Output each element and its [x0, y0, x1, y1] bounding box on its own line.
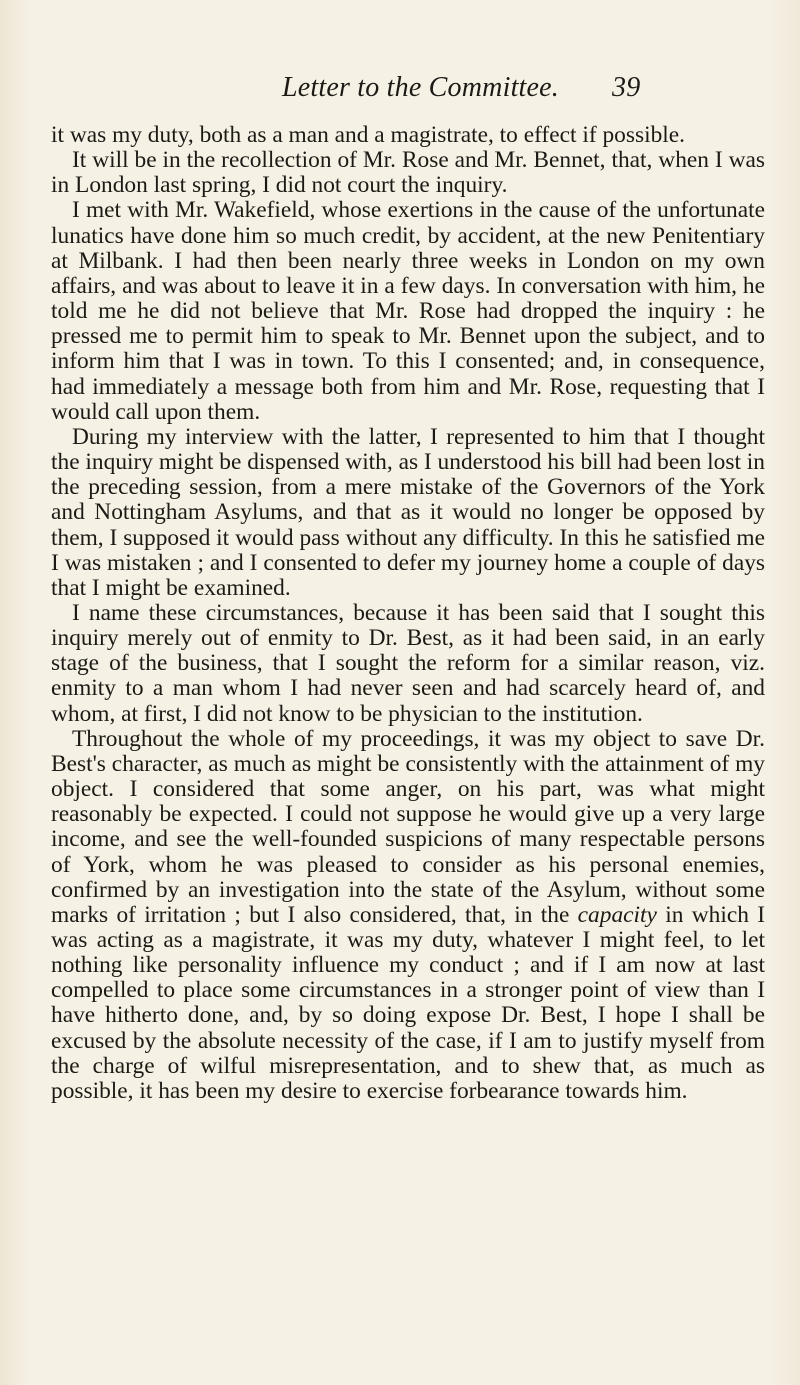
paragraph-continuation: it was my duty, both as a man and a magistrate, to effect if possible.: [51, 122, 685, 148]
paragraph: It will be in the recollection of Mr. Rose and Mr. Bennet, that, when I was in London last spring, I did not court the inquiry.: [51, 147, 765, 199]
running-title: Letter to the Committee.: [282, 72, 559, 103]
paragraph: I met with Mr. Wakefield, whose exertions in the cause of the unfortunate lunatics have done him so much credit, by accident, at the new Penitentiary at Milbank. I had then been nearly three weeks in London on my own affairs, and was about to leave it in a few days. In conversation with him, he told me he did not believe that Mr. Rose had dropped the inquiry : he pressed me to permit him to speak to Mr. Bennet upon the subject, and to inform him that I was in town. To this I consented; and, in consequence, had immediately a message both from him and Mr. Rose, requesting that I would call upon them.: [51, 197, 765, 425]
italic-word: capacity: [577, 901, 657, 928]
paragraph-text-before: Throughout the whole of my proceedings, it was my object to save Dr. Best's character, as much as might be consistently with the attainment of my object. I considered that some anger, on his part, was what might reasonably be expected. I could not suppose he would give up a very large income, and see the well-founded suspicions of many respectable persons of York, whom he was pleased to consider as his personal enemies, confirmed by an investigation into the state of the Asylum, without some marks of irritation ; but I also considered, that, in the: [51, 725, 765, 928]
body-text: [51, 123, 765, 1104]
page-number: 39: [612, 72, 641, 103]
paragraph: During my interview with the latter, I represented to him that I thought the inquiry might be dispensed with, as I understood his bill had been lost in the preceding session, from a mere mistake of the Governors of the York and Nottingham Asylums, and that as it would no longer be opposed by them, I supposed it would pass without any difficulty. In this he satisfied me I was mistaken ; and I consented to defer my journey home a couple of days that I might be examined.: [51, 423, 765, 601]
page-header: [282, 72, 667, 104]
paragraph-text-after: in which I was acting as a magistrate, it was my duty, whatever I might feel, to let nothing like personality influence my conduct ; and if I am now at last compelled to place some circumstances in a stronger point of view than I have hitherto done, and, by so doing expose Dr. Best, I hope I shall be excused by the absolute necessity of the case, if I am to justify myself from the charge of wilful misrepresentation, and to shew that, as much as possible, it has been my desire to exercise forbearance towards him.: [51, 901, 765, 1104]
paragraph: [51, 727, 765, 1104]
paragraph: I name these circumstances, because it has been said that I sought this inquiry merely out of enmity to Dr. Best, as it had been said, in an early stage of the business, that I sought the reform for a similar reason, viz. enmity to a man whom I had never seen and had scarcely heard of, and whom, at first, I did not know to be physician to the institution.: [51, 599, 765, 727]
